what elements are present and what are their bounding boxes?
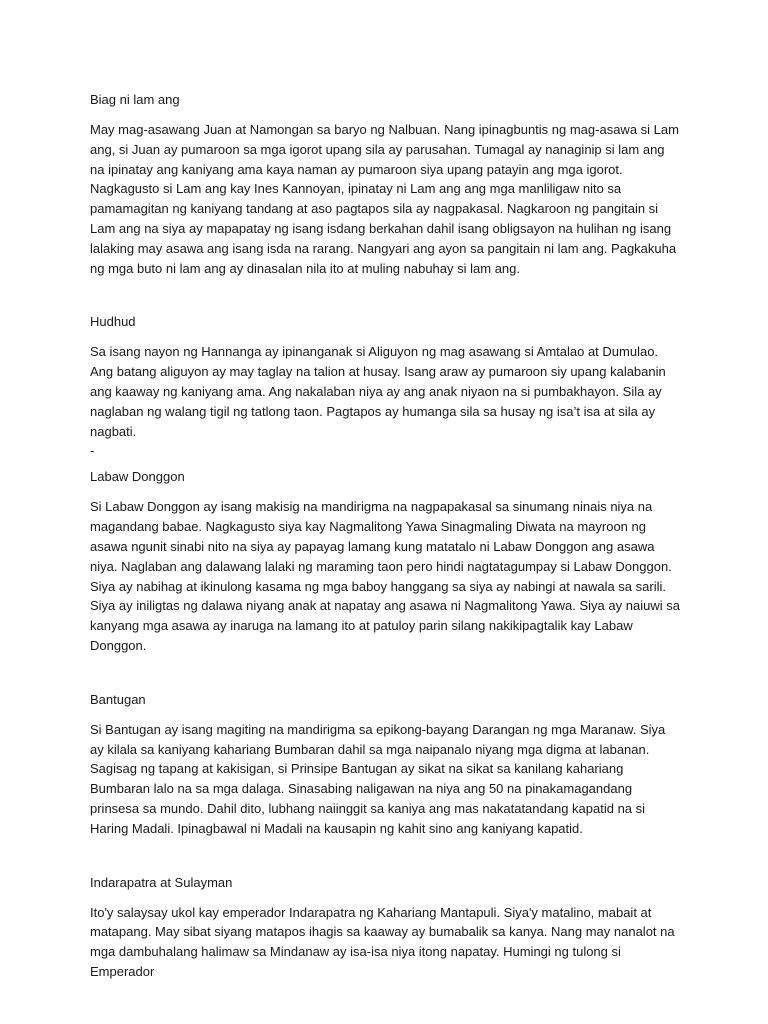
section-hudhud — [90, 312, 680, 441]
separator-dash: - — [90, 443, 95, 459]
section-body: Ito'y salaysay ukol kay emperador Indarapatra ng Kahariang Mantapuli. Siya'y matalino, mabait at matapang. May sibat siyang matapos ihagis sa kaaway ay bumabalik sa kanya. Nang may nanalot na mga dambuhalang halimaw sa Mindanaw ay isa-isa niya itong napatay. Humingi ng tulong si Emperador — [90, 904, 675, 979]
section-bantugan — [90, 690, 680, 839]
section-heading: Hudhud — [90, 314, 136, 330]
section-indarapatra-at-sulayman — [90, 873, 680, 982]
section-heading: Biag ni lam ang — [90, 92, 180, 107]
section-body: Si Labaw Donggon ay isang makisig na mandirigma na nagpapakasal sa sinumang ninais niya na magandang babae. Nagkagusto siya kay Nagmalitong Yawa Sinagmaling Diwata na mayroon ng asawa ngunit sinabi nito na siya ay papayag lamang kung matatalo ni Labaw Donggon ang asawa niya. Naglaban ang dalawang lalaki ng maraming taon pero hindi nagtatagumpay si Labaw Donggon. Siya ay nabihag at ikinulong kasama ng mga baboy hanggang sa siya ay nabingi at nawala sa sarili. Siya ay iniligtas ng dalawa niyang anak at napatay ang asawa ni Nagmalitong Yawa. Siya ay naiuwi sa kanyang mga asawa ay inaruga na lamang ito at patuloy parin silang nakikipagtalik kay Labaw Donggon. — [90, 499, 680, 653]
section-heading: Labaw Donggon — [90, 469, 185, 485]
section-heading: Bantugan — [90, 691, 146, 707]
document-page — [90, 90, 680, 982]
section-body: May mag-asawang Juan at Namongan sa baryo ng Nalbuan. Nang ipinagbuntis ng mag-asawa si Lam ang, si Juan ay pumaroon sa mga igorot upang sila ay parusahan. Tumagal ay nanaginip si lam ang na ipinatay ang kaniyang ama kaya naman ay pumaroon siya upang patayin ang mga igorot. Nagkagusto si Lam ang kay Ines Kannoyan, ipinatay ni Lam ang ang mga manliligaw nito sa pamamagitan ng kaniyang tandang at aso pagtapos sila ay nagpakasal. Nagkaroon ng pangitain si Lam ang na siya ay mapapatay ng isang isdang berkahan dahil isang obligsayon na hulihan ng isang lalaking may asawa ang isang isda na rarang. Nangyari ang ayon sa pangitain ni lam ang. Pagkakuha ng mga buto ni lam ang ay dinasalan nila ito at muling nabuhay si lam ang. — [90, 122, 679, 276]
section-heading: Indarapatra at Sulayman — [90, 874, 233, 890]
section-labaw-donggon — [90, 467, 680, 655]
section-biag-ni-lam-ang — [90, 90, 680, 278]
section-body: Si Bantugan ay isang magiting na mandirigma sa epikong-bayang Darangan ng mga Maranaw. Siya ay kilala sa kaniyang kahariang Bumbaran dahil sa mga naipanalo niyang mga digma at labanan. Sagisag ng tapang at kakisigan, si Prinsipe Bantugan ay sikat na sikat sa kanilang kahariang Bumbaran lalo na sa mga dalaga. Sinasabing naligawan na niya ang 50 na pinakamagandang prinsesa sa mundo. Dahil dito, lubhang naiinggit sa kaniya ang mas nakatatandang kapatid na si Haring Madali. Ipinagbawal ni Madali na kausapin ng kahit sino ang kaniyang kapatid. — [90, 721, 666, 836]
section-body: Sa isang nayon ng Hannanga ay ipinanganak si Aliguyon ng mag asawang si Amtalao at Dumulao. Ang batang aliguyon ay may taglay na talion at husay. Isang araw ay pumaroon siy upang kalabanin ang kaaway ng kaniyang ama. Ang nakalaban niya ay ang anak niyaon na si pumbakhayon. Sila ay naglaban ng walang tigil ng tatlong taon. Pagtapos ay humanga sila sa husay ng isa’t isa at sila ay nagbati. — [90, 344, 666, 439]
